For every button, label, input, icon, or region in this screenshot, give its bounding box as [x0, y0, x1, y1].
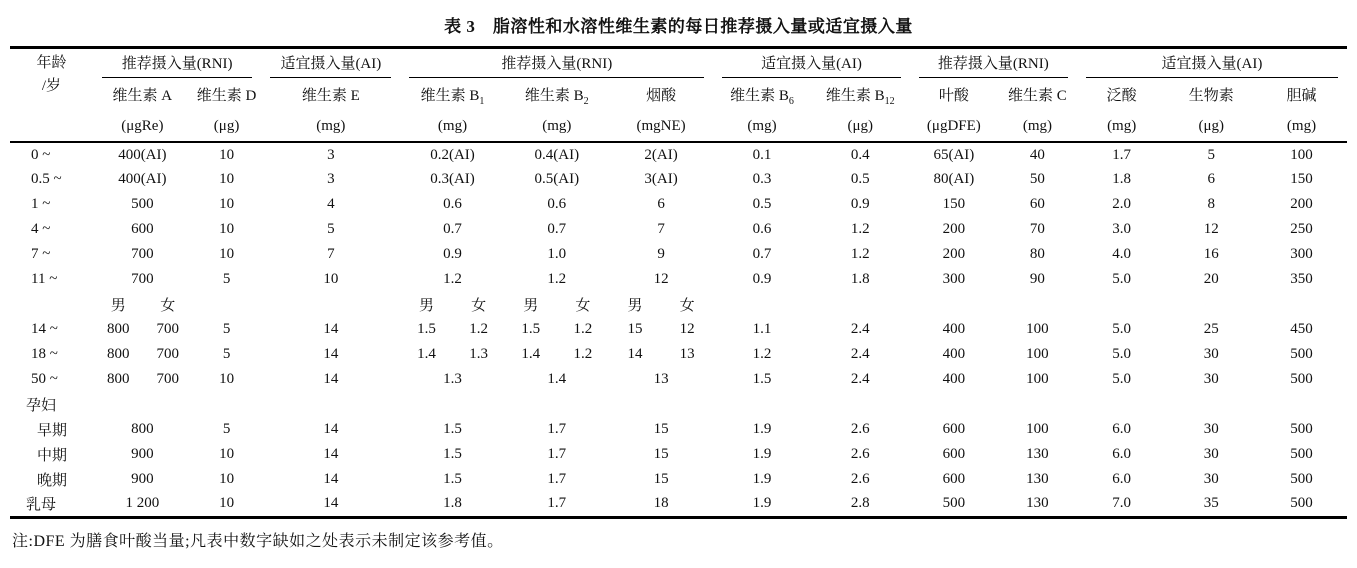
- cell: 女: [575, 298, 591, 314]
- cell: 700: [131, 246, 154, 262]
- table-row: [10, 467, 1347, 492]
- table-header: [10, 48, 1347, 143]
- cell: 0.5: [752, 196, 772, 212]
- cell: 0.9: [752, 271, 772, 287]
- cell: 2(AI): [644, 146, 678, 163]
- cell: 150: [942, 196, 966, 212]
- cell: 65(AI): [933, 146, 975, 163]
- cell: 5.0: [1112, 321, 1132, 337]
- cell: 100: [1290, 146, 1313, 163]
- cell: 30: [1203, 421, 1219, 437]
- cell: 5: [222, 421, 231, 437]
- cell: 1.9: [752, 495, 772, 512]
- cell: 25: [1203, 321, 1219, 337]
- cell: 30: [1203, 471, 1219, 487]
- cell: 30: [1203, 371, 1219, 387]
- cell: 100: [1026, 346, 1049, 362]
- cell: 500: [1290, 495, 1313, 512]
- col-folate: 叶酸: [938, 88, 969, 104]
- cell: 0.5: [850, 171, 870, 187]
- cell: 0.4(AI): [534, 146, 580, 163]
- cell: 10: [219, 246, 235, 262]
- cell: 700: [156, 321, 179, 337]
- group-ai-e: 适宜摄入量(AI): [261, 48, 400, 79]
- footnote: 注:DFE 为膳食叶酸当量;凡表中数字缺如之处表示未制定该参考值。: [12, 532, 504, 550]
- table-title: 表 3 脂溶性和水溶性维生素的每日推荐摄入量或适宜摄入量: [444, 17, 913, 36]
- col-vitamin-b6: 维生素 $B_6$: [730, 88, 794, 107]
- cell: 400: [942, 371, 966, 387]
- cell: 1.2: [469, 321, 488, 337]
- cell: 14: [323, 371, 339, 387]
- cell: 6: [1207, 171, 1215, 187]
- cell: 450: [1290, 321, 1313, 337]
- cell: 10: [219, 196, 235, 212]
- cell: 10: [219, 146, 235, 163]
- cell: 1.5: [443, 421, 462, 437]
- table-row: [10, 267, 1347, 292]
- cell: 男: [523, 298, 539, 314]
- cell: 200: [1290, 196, 1313, 212]
- cell: 6.0: [1112, 471, 1132, 487]
- cell: 130: [1026, 446, 1049, 462]
- col-choline: 胆碱: [1286, 88, 1317, 104]
- cell: 10: [219, 221, 235, 237]
- cell: 30: [1203, 346, 1219, 362]
- cell: 1.2: [850, 246, 870, 262]
- table-row: [10, 292, 1347, 317]
- cell: 女: [160, 298, 176, 314]
- cell: 0.4: [850, 146, 870, 163]
- cell: 50: [1029, 171, 1045, 187]
- cell: 900: [131, 446, 154, 462]
- cell: [713, 292, 1347, 317]
- col-vitamin-b1: 维生素 $B_1$: [420, 88, 485, 107]
- age-column-header: [10, 48, 93, 143]
- cell: 5.0: [1112, 271, 1132, 287]
- cell: 7: [327, 246, 335, 262]
- cell: 10: [219, 371, 235, 387]
- cell: 60: [1029, 196, 1045, 212]
- cell: 1.3: [469, 346, 488, 362]
- cell: 3: [327, 171, 335, 187]
- table-row: [10, 142, 1347, 167]
- cell: 350: [1290, 271, 1313, 287]
- row-label: 50 ~: [31, 371, 58, 387]
- table-row: [10, 392, 1347, 417]
- table-row: [10, 492, 1347, 517]
- unit-vitamin-a: (μgRe): [93, 111, 192, 142]
- cell: 7.0: [1112, 495, 1132, 512]
- cell: 400: [942, 321, 966, 337]
- cell: 0.1: [752, 146, 772, 163]
- cell: 1.1: [752, 321, 772, 337]
- cell: 1.7: [547, 446, 567, 462]
- cell: 600: [942, 471, 966, 487]
- cell: 0.6: [443, 196, 462, 212]
- cell: 900: [131, 471, 154, 487]
- cell: [93, 392, 1347, 417]
- cell: 500: [1290, 446, 1313, 462]
- cell: 1.2: [850, 221, 870, 237]
- cell: [192, 292, 262, 317]
- row-label: 18 ~: [31, 346, 58, 362]
- row-label: 乳母: [26, 497, 57, 514]
- cell: 0.6: [547, 196, 567, 212]
- cell: 1.8: [443, 495, 462, 512]
- cell: 10: [219, 495, 235, 512]
- cell: 2.6: [850, 446, 870, 462]
- cell: 40: [1029, 146, 1045, 163]
- cell: 10: [219, 446, 235, 462]
- cell: 5.0: [1112, 346, 1132, 362]
- cell: 30: [1203, 446, 1219, 462]
- table-row: [10, 417, 1347, 442]
- cell: 14: [323, 321, 339, 337]
- cell: 1.4: [417, 346, 436, 362]
- cell: 2.4: [850, 371, 870, 387]
- cell: 70: [1029, 221, 1045, 237]
- cell: 0.7: [547, 221, 567, 237]
- cell: 男: [627, 298, 643, 314]
- cell: 10: [323, 271, 339, 287]
- cell: 5: [222, 346, 231, 362]
- group-ai-misc: 适宜摄入量(AI): [1077, 48, 1347, 79]
- cell: 1.4: [547, 371, 567, 387]
- cell: 16: [1203, 246, 1219, 262]
- row-label: 孕妇: [26, 398, 57, 414]
- row-label: 早期: [37, 423, 68, 439]
- cell: 2.0: [1112, 196, 1132, 212]
- cell: 0.3(AI): [430, 171, 475, 187]
- cell: 20: [1203, 271, 1219, 287]
- cell: 女: [679, 298, 695, 314]
- header-name-row: [10, 78, 1347, 111]
- cell: 130: [1026, 471, 1049, 487]
- unit-niacin: (mgNE): [609, 111, 713, 142]
- cell: 1.8: [850, 271, 870, 287]
- cell: 3: [327, 146, 335, 163]
- cell: 15: [627, 321, 643, 337]
- table-row: [10, 442, 1347, 467]
- unit-vitamin-b1: (mg): [400, 111, 504, 142]
- cell: 14: [323, 446, 339, 462]
- unit-vitamin-e: (mg): [261, 111, 400, 142]
- cell: 14: [323, 495, 339, 512]
- col-vitamin-b2: 维生素 $B_2$: [524, 88, 589, 107]
- cell: 800: [107, 321, 130, 337]
- cell: 7: [657, 221, 665, 237]
- row-label: 11 ~: [31, 271, 58, 287]
- cell: 250: [1290, 221, 1313, 237]
- cell: 1.7: [1112, 146, 1132, 163]
- cell: 12: [679, 321, 695, 337]
- cell: 1.5: [752, 371, 772, 387]
- cell: 600: [131, 221, 154, 237]
- row-label: 晚期: [37, 473, 68, 489]
- cell: 0.3: [752, 171, 772, 187]
- cell: 5: [222, 271, 231, 287]
- cell: 12: [653, 271, 669, 287]
- group-rni-fac: 推荐摄入量(RNI): [910, 48, 1077, 79]
- table-row: [10, 242, 1347, 267]
- cell: 12: [1203, 221, 1219, 237]
- cell: 1.9: [752, 471, 772, 487]
- row-label: [10, 292, 93, 317]
- unit-vitamin-d: (μg): [192, 111, 262, 142]
- cell: 男: [110, 298, 126, 314]
- col-vitamin-a: 维生素 A: [112, 88, 173, 104]
- cell: 1.7: [547, 471, 567, 487]
- cell: 1.2: [752, 346, 772, 362]
- cell: 80: [1029, 246, 1045, 262]
- cell: 600: [942, 446, 966, 462]
- cell: 600: [942, 421, 966, 437]
- age-header-line2: /岁: [41, 78, 62, 95]
- table-row: [10, 167, 1347, 192]
- unit-vitamin-c: (mg): [998, 111, 1077, 142]
- cell: [261, 292, 400, 317]
- cell: 2.4: [850, 321, 870, 337]
- row-label: 0 ~: [31, 146, 51, 163]
- cell: 9: [657, 246, 665, 262]
- cell: 2.6: [850, 421, 870, 437]
- cell: 90: [1029, 271, 1045, 287]
- col-vitamin-c: 维生素 C: [1008, 88, 1067, 104]
- col-vitamin-d: 维生素 D: [196, 88, 257, 104]
- cell: 18: [653, 495, 669, 512]
- cell: 500: [1290, 421, 1313, 437]
- cell: 15: [653, 421, 669, 437]
- table-body: [10, 142, 1347, 517]
- cell: 130: [1026, 495, 1049, 512]
- cell: 0.9: [850, 196, 870, 212]
- cell: 2.4: [850, 346, 870, 362]
- table-row: [10, 367, 1347, 392]
- row-label: 0.5 ~: [31, 171, 62, 187]
- group-ai-b6b12: 适宜摄入量(AI): [713, 48, 910, 79]
- unit-pantothenic-acid: (mg): [1077, 111, 1167, 142]
- cell: 1.7: [547, 495, 567, 512]
- cell: 700: [131, 271, 154, 287]
- cell: 0.2(AI): [430, 146, 475, 163]
- age-header-line1: 年龄: [36, 55, 67, 71]
- header-unit-row: [10, 111, 1347, 142]
- cell: 1.5: [443, 471, 462, 487]
- cell: 300: [942, 271, 966, 287]
- cell: 14: [627, 346, 643, 362]
- cell: 200: [942, 221, 966, 237]
- unit-choline: (mg): [1256, 111, 1347, 142]
- group-rni-ad: 推荐摄入量(RNI): [93, 48, 261, 79]
- cell: 3(AI): [644, 171, 678, 187]
- cell: 0.9: [443, 246, 462, 262]
- row-label: 1 ~: [31, 196, 51, 212]
- cell: 10: [219, 171, 235, 187]
- cell: 6: [657, 196, 665, 212]
- cell: 80(AI): [933, 171, 975, 187]
- vitamin-intake-table: [10, 46, 1347, 519]
- cell: 男: [418, 298, 434, 314]
- cell: 5: [327, 221, 335, 237]
- cell: 400(AI): [118, 146, 167, 163]
- cell: 300: [1290, 246, 1313, 262]
- header-group-row: [10, 48, 1347, 79]
- cell: 0.7: [443, 221, 462, 237]
- cell: 1.5: [443, 446, 462, 462]
- cell: 1 200: [125, 495, 160, 512]
- cell: 500: [1290, 471, 1313, 487]
- row-label: 中期: [37, 448, 68, 464]
- cell: 100: [1026, 421, 1049, 437]
- cell: 1.8: [1112, 171, 1132, 187]
- group-rni-b: 推荐摄入量(RNI): [400, 48, 713, 79]
- cell: 0.7: [752, 246, 772, 262]
- cell: 13: [679, 346, 695, 362]
- cell: 5: [222, 321, 231, 337]
- col-pantothenic-acid: 泛酸: [1106, 88, 1137, 104]
- cell: 1.9: [752, 421, 772, 437]
- cell: 400(AI): [118, 171, 167, 187]
- cell: 6.0: [1112, 446, 1132, 462]
- cell: 女: [471, 298, 487, 314]
- cell: 4: [327, 196, 335, 212]
- cell: 700: [156, 346, 179, 362]
- cell: 2.6: [850, 471, 870, 487]
- cell: 150: [1290, 171, 1313, 187]
- cell: 6.0: [1112, 421, 1132, 437]
- row-label: 7 ~: [31, 246, 51, 262]
- col-vitamin-b12: 维生素 $B_{12}$: [825, 88, 895, 107]
- unit-folate: (μgDFE): [910, 111, 998, 142]
- cell: 100: [1026, 321, 1049, 337]
- col-biotin: 生物素: [1188, 88, 1234, 104]
- cell: 1.4: [521, 346, 541, 362]
- col-niacin: 烟酸: [646, 88, 677, 104]
- cell: 15: [653, 471, 669, 487]
- cell: 35: [1203, 495, 1219, 512]
- cell: 14: [323, 346, 339, 362]
- cell: 1.0: [547, 246, 567, 262]
- cell: 1.5: [521, 321, 541, 337]
- unit-vitamin-b2: (mg): [505, 111, 609, 142]
- row-label: 14 ~: [31, 321, 58, 337]
- cell: 1.7: [547, 421, 567, 437]
- cell: 5.0: [1112, 371, 1132, 387]
- cell: 200: [942, 246, 966, 262]
- cell: 100: [1026, 371, 1049, 387]
- cell: 5: [1207, 146, 1215, 163]
- unit-vitamin-b12: (μg): [811, 111, 910, 142]
- cell: 10: [219, 471, 235, 487]
- row-label: 4 ~: [31, 221, 51, 237]
- cell: 1.2: [573, 321, 593, 337]
- table-row: [10, 342, 1347, 367]
- cell: 4.0: [1112, 246, 1132, 262]
- cell: 800: [131, 421, 154, 437]
- cell: 13: [653, 371, 669, 387]
- cell: 500: [1290, 346, 1313, 362]
- cell: 3.0: [1112, 221, 1132, 237]
- cell: 1.2: [573, 346, 593, 362]
- cell: 500: [1290, 371, 1313, 387]
- cell: 700: [156, 371, 179, 387]
- col-vitamin-e: 维生素 E: [301, 88, 360, 104]
- table-row: [10, 192, 1347, 217]
- cell: 1.5: [417, 321, 436, 337]
- cell: 400: [942, 346, 966, 362]
- cell: 0.5(AI): [534, 171, 580, 187]
- unit-biotin: (μg): [1166, 111, 1256, 142]
- table-row: [10, 317, 1347, 342]
- cell: 15: [653, 446, 669, 462]
- cell: 1.3: [443, 371, 462, 387]
- cell: 800: [107, 371, 130, 387]
- cell: 800: [107, 346, 130, 362]
- cell: 1.9: [752, 446, 772, 462]
- cell: 8: [1207, 196, 1215, 212]
- cell: 500: [942, 495, 966, 512]
- cell: 14: [323, 471, 339, 487]
- table-row: [10, 217, 1347, 242]
- cell: 14: [323, 421, 339, 437]
- cell: 1.2: [547, 271, 567, 287]
- cell: 0.6: [752, 221, 772, 237]
- cell: 500: [131, 196, 154, 212]
- cell: 1.2: [443, 271, 462, 287]
- cell: 2.8: [850, 495, 870, 512]
- unit-vitamin-b6: (mg): [713, 111, 811, 142]
